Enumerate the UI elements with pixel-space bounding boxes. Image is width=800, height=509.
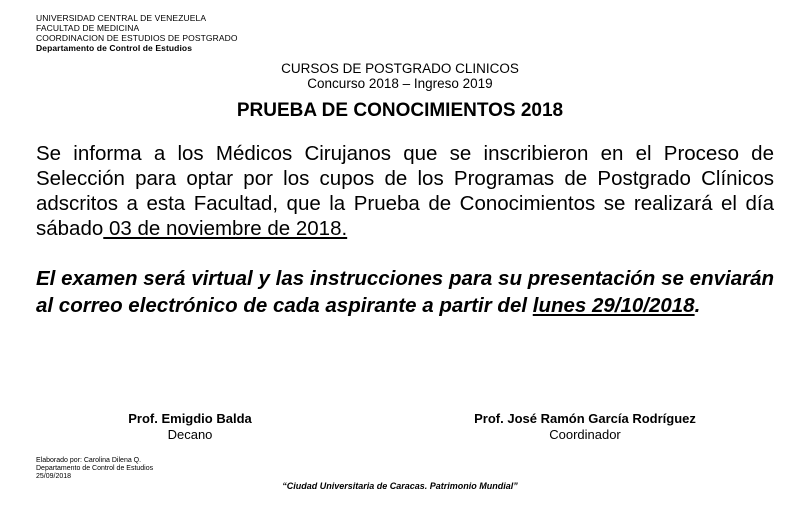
announcement-paragraph (36, 141, 774, 241)
signature-dean (80, 411, 300, 443)
announcement-text: Se informa a los Médicos Cirujanos que se inscribieron en el Proceso de Selección para optar por los cupos de los Programas de Postgrado Clínicos adscritos a esta Facultad, que la Prueba de Conocimientos se realizará el día sábado (36, 142, 774, 240)
coordinator-name: Prof. José Ramón García Rodríguez (474, 411, 696, 426)
course-subtitle: Concurso 2018 – Ingreso 2019 (307, 76, 493, 91)
prepared-date: 25/09/2018 (36, 473, 72, 480)
prepared-department: Departamento de Control de Estudios (36, 465, 154, 472)
course-title: CURSOS DE POSTGRADO CLINICOS (281, 61, 519, 76)
instructions-text: El examen será virtual y las instrucciones para su presentación se enviarán al correo electrónico de cada aspirante a partir del (36, 267, 774, 317)
university-name: UNIVERSIDAD CENTRAL DE VENEZUELA (36, 13, 207, 23)
footer-motto: “Ciudad Universitaria de Caracas. Patrimonio Mundial” (282, 481, 518, 491)
coordinator-role: Coordinador (549, 427, 621, 442)
institution-header (36, 13, 238, 53)
department-name: Departamento de Control de Estudios (36, 43, 193, 53)
prepared-by: Elaborado por: Carolina Dilena Q. (36, 457, 142, 464)
page-title: PRUEBA DE CONOCIMIENTOS 2018 (236, 100, 564, 121)
signature-coordinator (440, 411, 730, 443)
exam-date: 03 de noviembre de 2018. (103, 217, 348, 240)
faculty-name: FACULTAD DE MEDICINA (36, 23, 140, 33)
dean-role: Decano (167, 427, 213, 442)
coordination-name: COORDINACION DE ESTUDIOS DE POSTGRADO (36, 33, 238, 43)
instructions-end: . (694, 294, 701, 317)
dean-name: Prof. Emigdio Balda (128, 411, 252, 426)
instructions-date: lunes 29/10/2018 (532, 294, 695, 317)
prepared-by-block (36, 457, 153, 481)
instructions-paragraph (36, 265, 774, 319)
